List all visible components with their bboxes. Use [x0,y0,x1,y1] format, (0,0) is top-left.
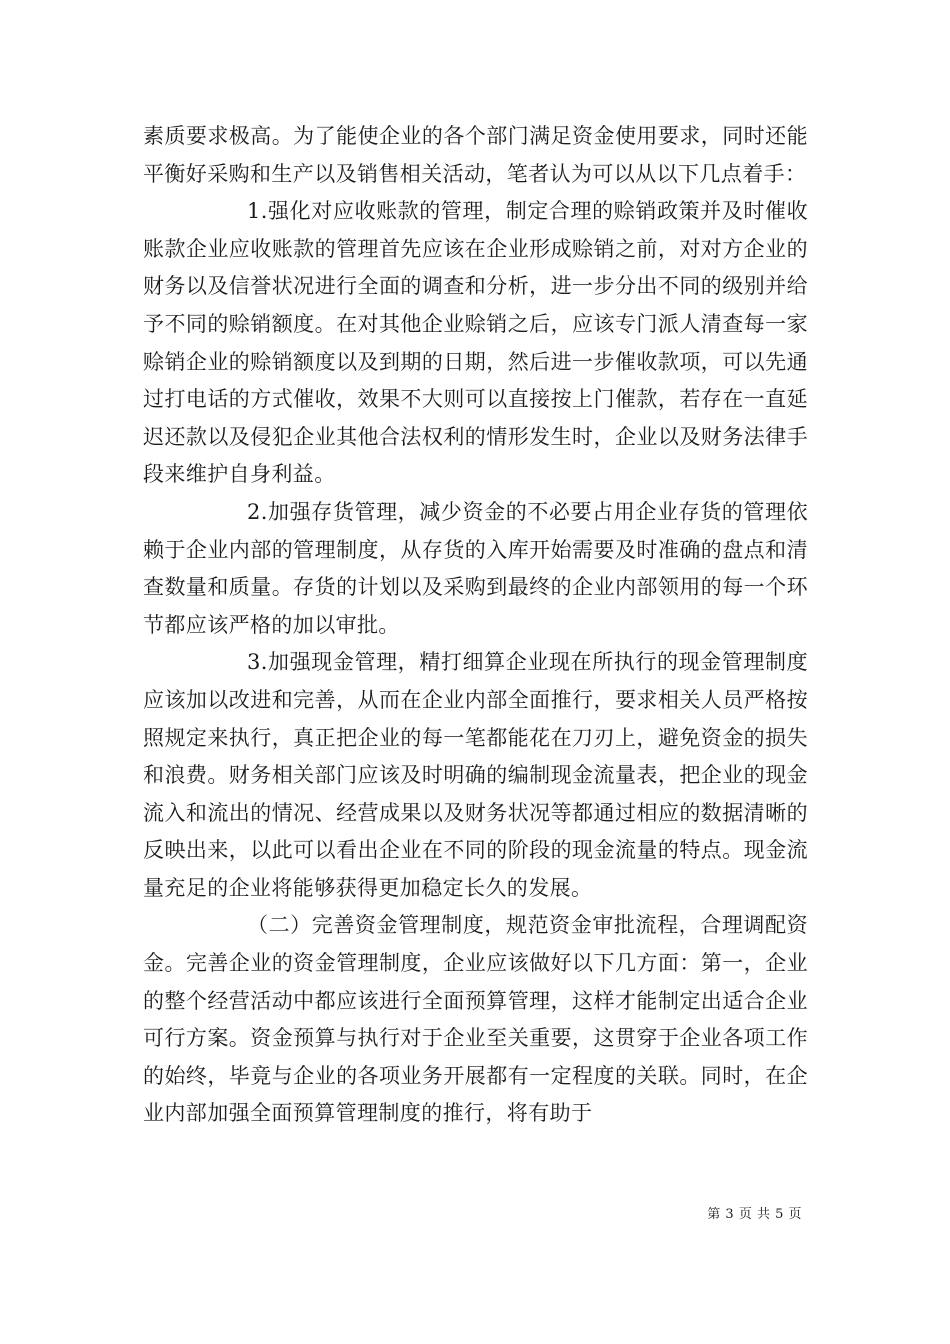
paragraph-intro: 素质要求极高。为了能使企业的各个部门满足资金使用要求，同时还能平衡好采购和生产以及销售相关活动，笔者认为可以从以下几点着手： [143,124,808,186]
paragraph-section-2: （二）完善资金管理制度，规范资金审批流程，合理调配资金。完善企业的资金管理制度，企业应该做好以下几方面：第一，企业的整个经营活动中都应该进行全面预算管理，这样才能制定出适合企业可行方案。资金预算与执行对于企业至关重要，这贯穿于企业各项工作的始终，毕竟与企业的各项业务开展都有一定程度的关联。同时，在企业内部加强全面预算管理制度的推行，将有助于 [143,913,808,1126]
page-number-footer: 第 3 页 共 5 页 [707,1207,802,1222]
document-body [143,118,808,1133]
paragraph-item-3: 3.加强现金管理，精打细算企业现在所执行的现金管理制度应该加以改进和完善，从而在企业内部全面推行，要求相关人员严格按照规定来执行，真正把企业的每一笔都能花在刀刃上，避免资金的损失和浪费。财务相关部门应该及时明确的编制现金流量表，把企业的现金流入和流出的情况、经营成果以及财务状况等都通过相应的数据清晰的反映出来，以此可以看出企业在不同的阶段的现金流量的特点。现金流量充足的企业将能够获得更加稳定长久的发展。 [143,650,808,900]
paragraph-item-2: 2.加强存货管理，减少资金的不必要占用企业存货的管理依赖于企业内部的管理制度，从存货的入库开始需要及时准确的盘点和清查数量和质量。存货的计划以及采购到最终的企业内部领用的每一个环节都应该严格的加以审批。 [143,499,808,637]
paragraph-item-1: 1.强化对应收账款的管理，制定合理的赊销政策并及时催收账款企业应收账款的管理首先应该在企业形成赊销之前，对对方企业的财务以及信誉状况进行全面的调查和分析，进一步分出不同的级别并给予不同的赊销额度。在对其他企业赊销之后，应该专门派人清查每一家赊销企业的赊销额度以及到期的日期，然后进一步催收款项，可以先通过打电话的方式催收，效果不大则可以直接按上门催款，若存在一直延迟还款以及侵犯企业其他合法权利的情形发生时，企业以及财务法律手段来维护自身利益。 [143,199,808,487]
